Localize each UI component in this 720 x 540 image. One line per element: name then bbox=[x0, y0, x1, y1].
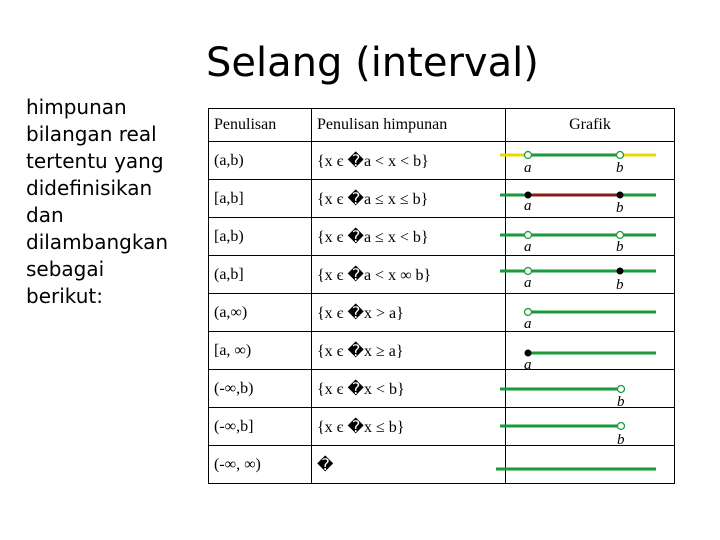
header-notation: Penulisan bbox=[209, 109, 312, 142]
open-endpoint-a bbox=[525, 268, 532, 275]
open-endpoint-b bbox=[618, 386, 625, 393]
set-cell: {x є �x ≥ a} bbox=[312, 332, 506, 370]
description-line: didefinisikan bbox=[26, 176, 153, 200]
label-a: a bbox=[524, 239, 532, 255]
label-a: a bbox=[524, 316, 532, 332]
description-line: dilambangkan bbox=[26, 230, 169, 254]
label-b: b bbox=[616, 160, 624, 176]
label-a: a bbox=[524, 275, 532, 291]
description-line: sebagai bbox=[26, 257, 105, 281]
header-set-notation: Penulisan himpunan bbox=[312, 109, 506, 142]
set-cell: {x є �x > a} bbox=[312, 294, 506, 332]
endpoint-b bbox=[618, 423, 625, 430]
open-endpoint-a bbox=[525, 152, 532, 159]
set-cell: {x є �a ≤ x ≤ b} bbox=[312, 180, 506, 218]
notation-cell: [a,b) bbox=[209, 218, 312, 256]
description-line: berikut: bbox=[26, 284, 104, 308]
notation-cell: (a,b] bbox=[209, 256, 312, 294]
set-cell: {x є �x < b} bbox=[312, 370, 506, 408]
notation-cell: (-∞,b) bbox=[209, 370, 312, 408]
notation-cell: (a,b) bbox=[209, 142, 312, 180]
notation-cell: (-∞, ∞) bbox=[209, 446, 312, 484]
set-cell: {x є �a < x < b} bbox=[312, 142, 506, 180]
label-b: b bbox=[616, 277, 624, 293]
description-line: dan bbox=[26, 203, 64, 227]
open-endpoint-b bbox=[617, 232, 624, 239]
description-line: himpunan bbox=[26, 95, 127, 119]
notation-cell: [a,b] bbox=[209, 180, 312, 218]
closed-endpoint-a bbox=[525, 350, 532, 357]
set-cell: {x є �a < x ∞ b} bbox=[312, 256, 506, 294]
closed-endpoint-b bbox=[617, 268, 624, 275]
label-b: b bbox=[616, 200, 624, 216]
label-a: a bbox=[524, 160, 532, 176]
label-a: a bbox=[524, 357, 532, 373]
label-b: b bbox=[616, 239, 624, 255]
open-endpoint-a bbox=[525, 309, 532, 316]
label-b: b bbox=[617, 432, 625, 448]
description-line: bilangan real bbox=[26, 122, 157, 146]
endpoint-a bbox=[525, 232, 532, 239]
closed-endpoint-b bbox=[617, 192, 624, 199]
notation-cell: (a,∞) bbox=[209, 294, 312, 332]
label-a: a bbox=[524, 198, 532, 214]
description-line: tertentu yang bbox=[26, 149, 164, 173]
header-graph: Grafik bbox=[506, 109, 675, 142]
page-title: Selang (interval) bbox=[206, 40, 539, 86]
set-cell: {x є �x ≤ b} bbox=[312, 408, 506, 446]
label-b: b bbox=[617, 394, 625, 410]
set-cell: � bbox=[312, 446, 506, 484]
set-cell: {x є �a ≤ x < b} bbox=[312, 218, 506, 256]
notation-cell: [a, ∞) bbox=[209, 332, 312, 370]
notation-cell: (-∞,b] bbox=[209, 408, 312, 446]
open-endpoint-b bbox=[617, 152, 624, 159]
